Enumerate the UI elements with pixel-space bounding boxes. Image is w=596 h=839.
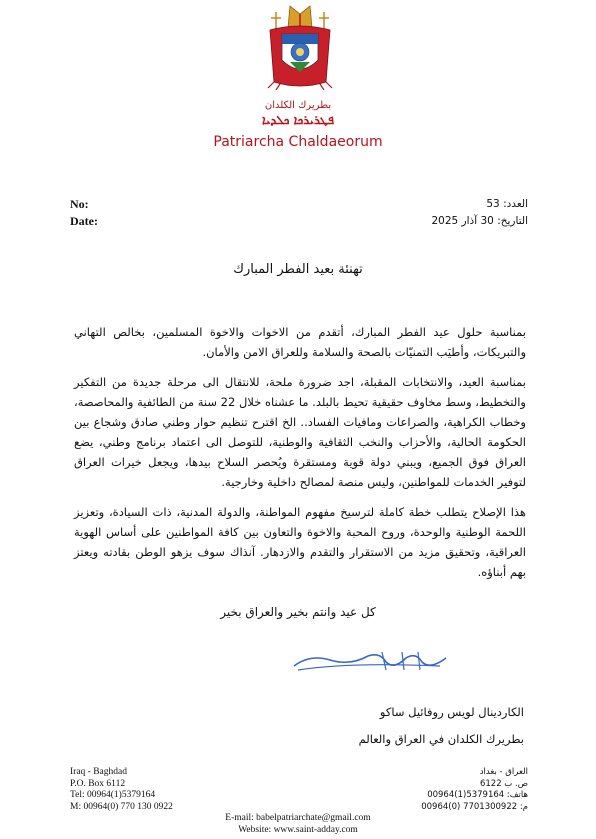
reference-arabic (431, 196, 528, 230)
body-paragraph-2: بمناسبة العيد، والانتخابات المقبلة، اجد ضرورة ملحة، للانتقال الى مرحلة جديدة من التفكير والتخطيط، وسط مخاوف حقيقية تحيط بالبلد. ما عشناه خلال 22 سنة من الطائفية والمحاصصة، وخطاب الكراهية، والصراعات ومافيات الفساد.. الخ اقترح تنظيم حوار وطني صادق وشجاع بين الحكومة الحالية، والأحزاب والنخب الثقافية والوطنية، للتوصل الى اعتماد برنامج وطني، يضع العراق فوق الجميع، ويبني دولة قوية ومستقرة ويُحصر السلاح بيدها، ويجعل خيرات العراق لتوفير الخدمات للمواطنين، وليس منصة لمصالح داخلية وخارجية. (74, 375, 526, 489)
closing-greeting: كل عيد وانتم بخير والعراق بخير (220, 605, 376, 619)
footer-en-mobile: M: 00964(0) 770 130 0922 (70, 801, 173, 812)
handwritten-signature (290, 648, 450, 676)
date-label: Date: (70, 214, 98, 228)
body-paragraph-1: بمناسبة حلول عيد الفطر المبارك، أتقدم من الاخوات والاخوة المسلمين، بخالص التهاني والتبريكات، وأطيَب التمنيّات بالصحة والسلامة وللعراق الامن والأمان. (74, 325, 526, 359)
number-arabic: العدد: 53 (486, 198, 528, 210)
footer-en-pobox: P.O. Box 6112 (70, 778, 126, 789)
org-name-syriac: ܦܛܪܝܪܟܐ ܟܠܕܝܐ (262, 113, 334, 127)
body-paragraph-3: هذا الإصلاح يتطلب خطة كاملة لترسيخ مفهوم المواطنة، والدولة المدنية، ذات السيادة، وتعزيز اللحمة الوطنية والوحدة، وروح المحبة والاخوة والتعاون بين كافة المواطنين على أساس الهوية العراقية، وتحقيق مزيد من الاستقرار والتقدم والازدهار. آنذاك سوف يزهو الوطن بقادته ويعتز بهم أبناؤه. (74, 505, 526, 579)
footer-online (0, 812, 596, 836)
footer-en-city: Iraq - Baghdad (70, 767, 127, 777)
footer-contact-english (70, 767, 173, 813)
signatory-name: الكاردينال لويس روفائيل ساكو (379, 705, 524, 719)
footer-ar-mobile: م: 7701300922 (0)00964 (421, 801, 528, 812)
signatory-title: بطريرك الكلدان في العراق والعالم (358, 732, 524, 746)
date-arabic: التاريخ: 30 آذار 2025 (431, 215, 528, 227)
reference-english (70, 196, 98, 230)
letter-subject: تهنئة بعيد الفطر المبارك (233, 262, 363, 277)
org-name-latin: Patriarcha Chaldaeorum (213, 134, 383, 150)
footer-contact-arabic (421, 767, 528, 813)
footer-email[interactable]: E-mail: babelpatriarchate@gmail.com (225, 813, 371, 823)
footer-ar-pobox: ص. ب 6122 (479, 778, 528, 789)
footer-ar-city: العراق - بغداد (479, 767, 528, 777)
footer-website[interactable]: Website: www.saint-adday.com (238, 825, 358, 835)
number-label: No: (70, 197, 89, 211)
letter-body (74, 322, 526, 592)
org-name-arabic: بطريرك الكلدان (264, 100, 332, 111)
patriarchate-coat-of-arms (262, 4, 338, 90)
footer-en-tel: Tel: 00964(1)5379164 (70, 790, 156, 800)
footer-ar-tel: هاتف: 5379164(1)00964 (427, 790, 528, 800)
